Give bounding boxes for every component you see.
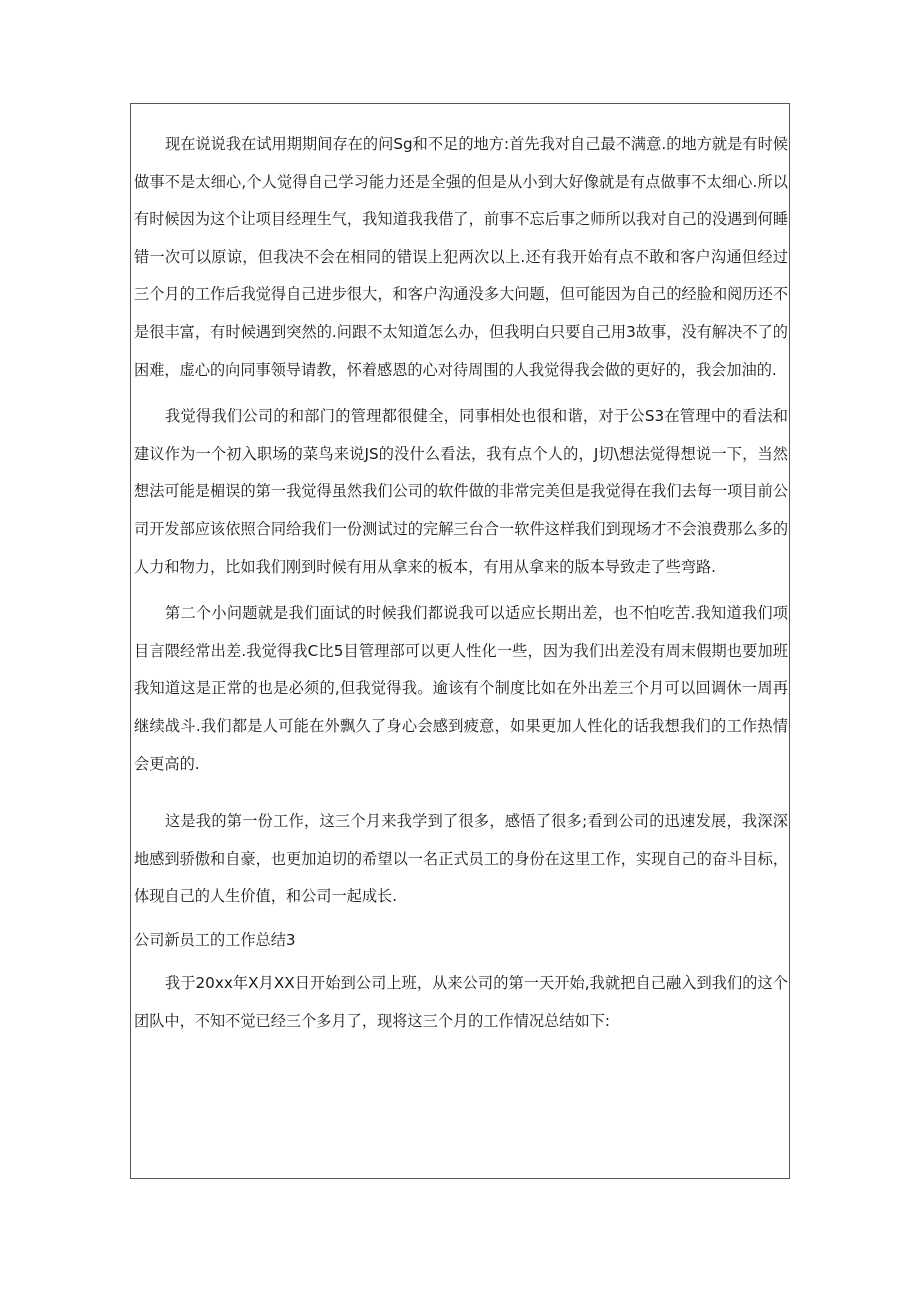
- section-heading: 公司新员工的工作总结3: [134, 930, 296, 949]
- paragraph-shortcomings: 现在说说我在试用期期间存在的问Sg和不足的地方:首先我对自己最不满意.的地方就是有时候做事不是太细心,个人觉得自己学习能力还是全强的但是从小到大好像就是有点做事不太细心.所以有时候因为这个让项目经理生气，我知道我我借了，前事不忘后事之师所以我对自己的没遇到何睡错一次可以原谅，但我决不会在相同的错误上犯两次以上.还有我开始有点不敢和客户沟通但经过三个月的工作后我觉得自己进步很大，和客户沟通没多大问题，但可能因为自己的经脸和阅历还不是很丰富，有时候遇到突然的.问跟不太知道怎么办，但我明白只要自己用3故事，没有解决不了的困难，虚心的向同事领导请教，怀着感恩的心对待周围的人我觉得我会做的更好的，我会加油的.: [134, 135, 788, 379]
- page-frame: [130, 103, 790, 1179]
- document-body: [131, 126, 791, 1041]
- paragraph-management-suggestions: 我觉得我们公司的和部门的管理都很健全，同事相处也很和谐，对于公S3在管理中的看法和建议作为一个初入职场的菜鸟来说JS的没什么看法，我有点个人的，J切\想法觉得想说一下，当然想法可能是楣误的第一我觉得虽然我们公司的软件做的非常完美但是我觉得在我们去每一项目前公司开发部应该依照合同给我们一份测试过的完解三台合一软件这样我们到现场才不会浪费那么多的人力和物力，比如我们刚到时候有用从拿来的板本，有用从拿来的版本导致走了些弯路.: [134, 407, 788, 576]
- paragraph-business-travel: 第二个小问题就是我们面试的时候我们都说我可以适应长期出差，也不怕吃苦.我知道我们项目言隈经常出差.我觉得我C比5目管理部可以更人性化一些，因为我们出差没有周末假期也要加班我知道这是正常的也是必须的,但我觉得我。逾该有个制度比如在外出差三个月可以回调休一周再继续战斗.我们都是人可能在外飘久了身心会感到疲意，如果更加人性化的话我想我们的工作热情会更高的.: [134, 604, 788, 773]
- paragraph-first-job: 这是我的第一份工作，这三个月来我学到了很多，感悟了很多;看到公司的迅速发展，我深深地感到骄傲和自豪，也更加迫切的希望以一名正式员工的身份在这里工作，实现自己的奋斗目标，体现自己的人生价值，和公司一起成长.: [134, 812, 788, 906]
- paragraph-start-date: 我于20xx年X月XX日开始到公司上班，从来公司的第一天开始,我就把自己融入到我们的这个团队中，不知不觉已经三个多月了，现将这三个月的工作情况总结如下:: [134, 974, 788, 1031]
